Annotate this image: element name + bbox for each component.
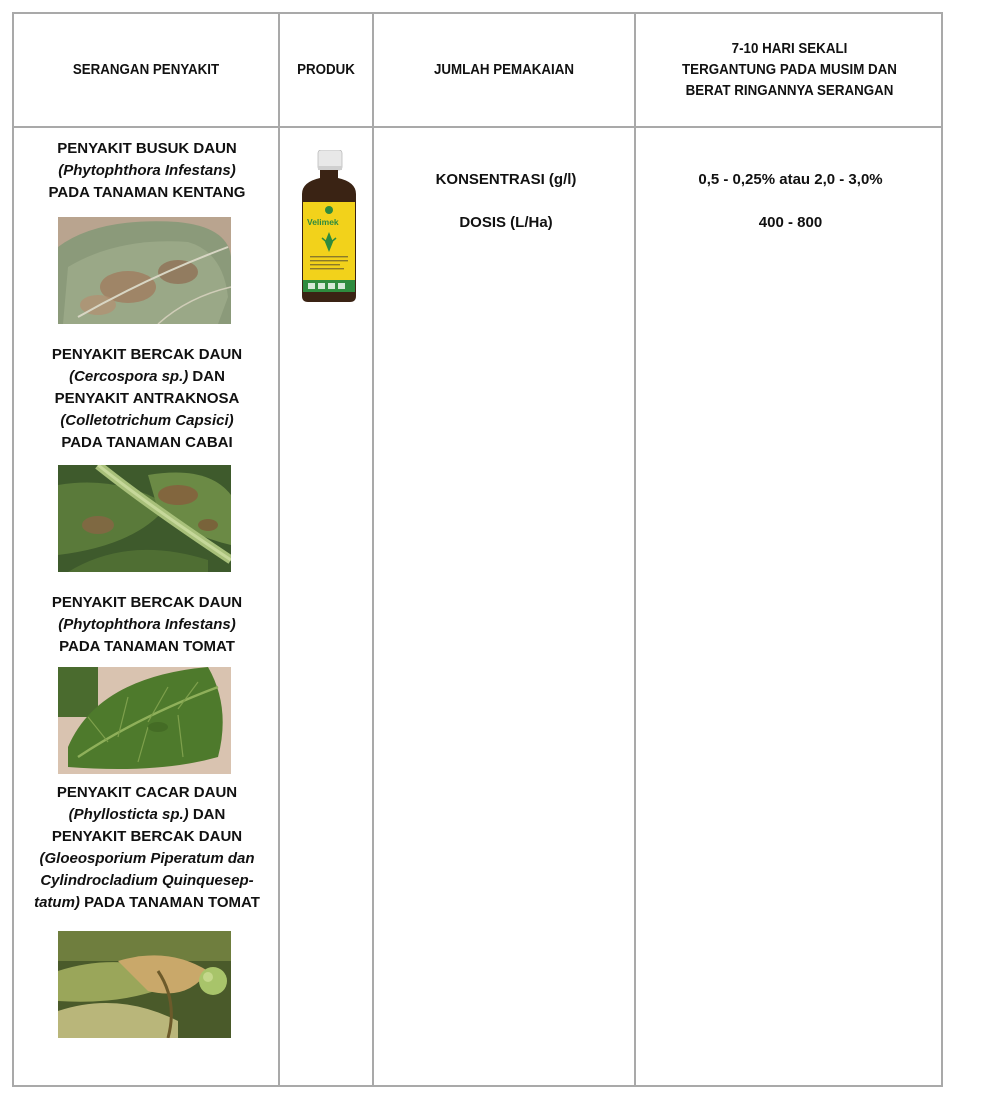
chili-leaf-photo xyxy=(58,465,231,572)
conjunction: DAN xyxy=(188,806,226,823)
product-bottle xyxy=(298,150,360,306)
pathogen-name: (Colletotrichum Capsici) xyxy=(60,412,234,429)
header-interval-line: BERAT RINGANNYA SERANGAN xyxy=(685,83,894,99)
pathogen-name: (Gloeosporium Piperatum dan xyxy=(39,850,255,867)
product-brand-label: Velimek xyxy=(307,217,339,227)
pathogen-name: Cylindrocladium Quinquesep- xyxy=(40,872,254,889)
header-product: PRODUK xyxy=(297,62,355,78)
disease-name: PENYAKIT BUSUK DAUN xyxy=(57,140,237,157)
tomato-leaf-photo xyxy=(58,667,231,774)
concentration-value: 0,5 - 0,25% atau 2,0 - 3,0% xyxy=(698,171,883,188)
dosage-table xyxy=(12,12,943,1087)
conjunction: DAN xyxy=(188,368,225,385)
crop-name: PADA TANAMAN KENTANG xyxy=(48,184,246,201)
potato-leaf-photo xyxy=(58,217,231,324)
pathogen-name: tatum) xyxy=(34,894,80,911)
crop-name: PADA TANAMAN CABAI xyxy=(61,434,233,451)
pathogen-name: (Phyllosticta sp.) xyxy=(68,806,189,823)
column-divider xyxy=(372,14,374,1085)
disease-name: PENYAKIT BERCAK DAUN xyxy=(51,594,243,611)
pathogen-name: (Phytophthora Infestans) xyxy=(58,616,236,633)
dose-value: 400 - 800 xyxy=(758,214,823,231)
header-usage: JUMLAH PEMAKAIAN xyxy=(433,62,575,78)
header-interval-line: TERGANTUNG PADA MUSIM DAN xyxy=(682,62,897,78)
dose-label: DOSIS (L/Ha) xyxy=(459,214,553,231)
concentration-label: KONSENTRASI (g/l) xyxy=(435,171,577,188)
disease-entry xyxy=(14,138,280,204)
crop-name: PADA TANAMAN TOMAT xyxy=(59,638,235,655)
header-interval xyxy=(648,14,930,127)
crop-name: PADA TANAMAN TOMAT xyxy=(79,894,260,911)
disease-entry xyxy=(14,344,280,454)
disease-entry xyxy=(14,592,280,658)
tomato-plant-photo xyxy=(58,931,231,1038)
disease-name: PENYAKIT CACAR DAUN xyxy=(56,784,238,801)
pathogen-name: (Cercospora sp.) xyxy=(69,368,189,385)
disease-name: PENYAKIT BERCAK DAUN xyxy=(51,346,243,363)
disease-entry xyxy=(14,782,280,914)
pathogen-name: (Phytophthora Infestans) xyxy=(58,162,236,179)
header-disease: SERANGAN PENYAKIT xyxy=(72,62,220,78)
disease-name: PENYAKIT BERCAK DAUN xyxy=(51,828,243,845)
disease-name: PENYAKIT ANTRAKNOSA xyxy=(54,390,240,407)
header-interval-line: 7-10 HARI SEKALI xyxy=(731,41,848,57)
